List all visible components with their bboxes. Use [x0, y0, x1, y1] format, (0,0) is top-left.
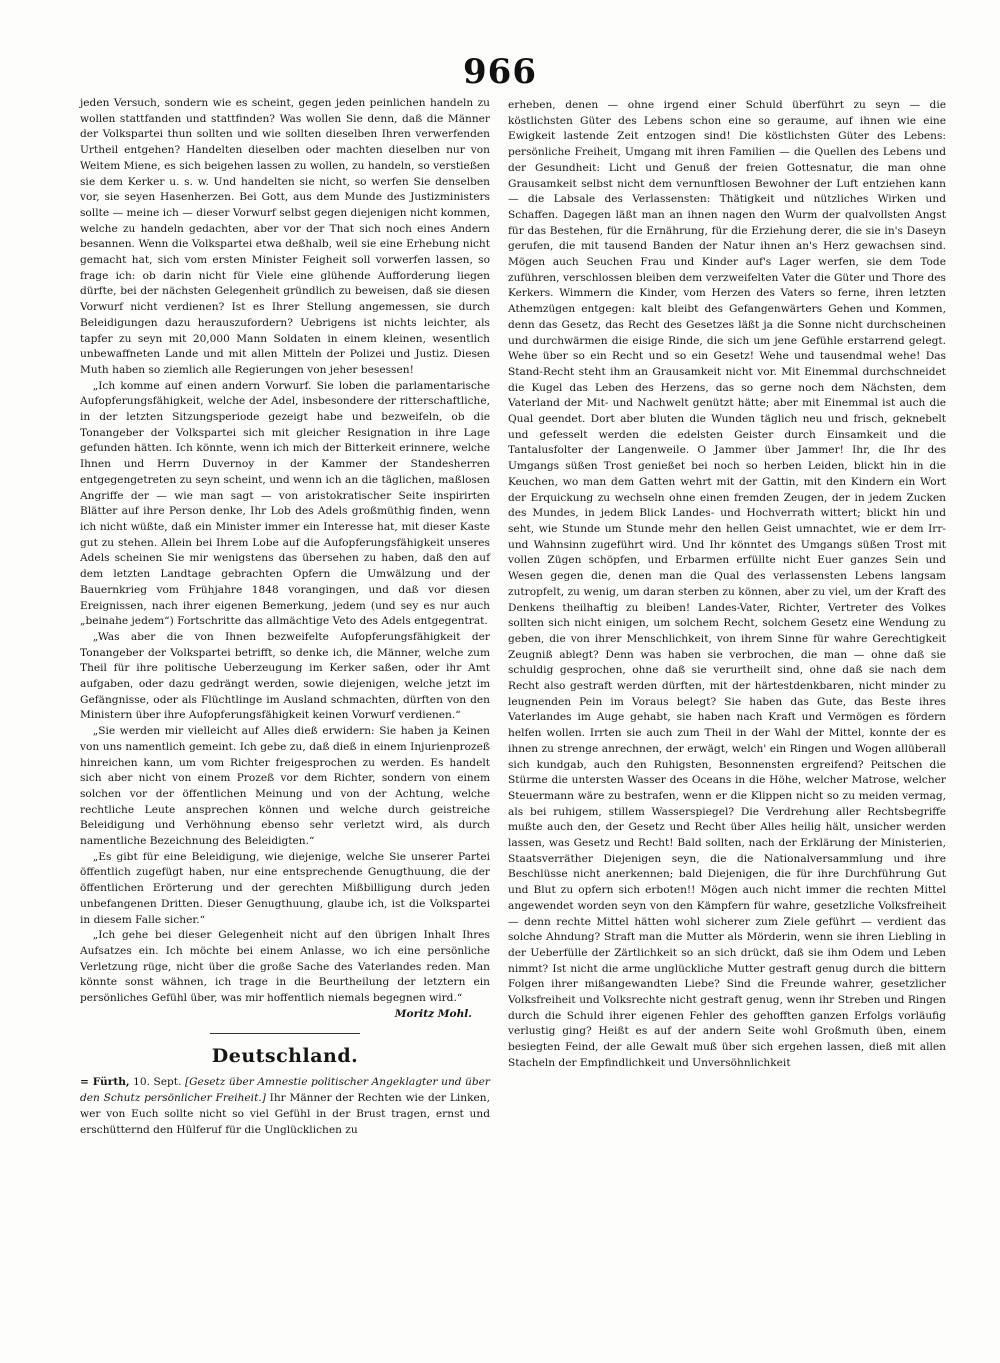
right-paragraph-1: erheben, denen — ohne irgend einer Schuld überführt zu seyn — die köstlichsten Güter des Lebens schon eine so geraume, auf ihnen wie eine Ewigkeit lastende Zeit entzogen sind! Die köstlichsten Güter des Lebens: persönliche Freiheit, Umgang mit ihren Familien — die Quellen des Lebens und der Gesundheit: Licht und Genuß der freien Gottesnatur, die man ohne Grausamkeit selbst nicht dem vernunftlosen Bewohner der Luft entziehen kann — die Labsale des Verlassensten: Thätigkeit und nützliches Wirken und Schaffen. Dagegen läßt man an ihnen nagen den Wurm der qualvollsten Angst für das Bestehen, für die Ernährung, für die Erziehung derer, die sie in's Daseyn gerufen, die mit tausend Banden der Natur ihnen an's Herz gewachsen sind. Mögen auch Seuchen Frau und Kinder auf's Lager werfen, sie dem Tode zuführen, verschlossen bleiben dem verzweifelten Vater die Güter und Thore des Kerkers. Wimmern die Kinder, vom Herzen des Vaters so ferne, ihren letzten Athemzügen entgegen: kalt bleibt des Gefangenwärters Gehen und Kommen, denn das Gesetz, das Recht des Gesetzes läßt ja die Sonne nicht durchscheinen und durchwärmen die eisige Rinde, die sich um jene Gefühle erstarrend gelegt. Wehe über so ein Recht und so ein Gesetz! Wehe und tausendmal wehe! Das Stand-Recht steht ihm an Grausamkeit nicht vor. Mit Einemmal durchschneidet die Kugel das Leben des Herzens, das so gerne noch dem Nächsten, dem Vaterland der Mit- und Nachwelt genützt hätte; aber mit Einemmal ist auch die Qual geendet. Dort aber bluten die Wunden täglich neu und frisch, geknebelt und gefesselt werden die edelsten Geister durch Einsamkeit und die Tantalusfolter der Langenweile. O Jammer über Jammer! Ihr, die Ihr des Umgangs süßen Trost genießet bei noch so herben Leiden, blickt hin in die Keuchen, wo man dem Gatten wehrt mit der Gattin, mit den Kindern ein Wort der Erquickung zu wechseln ohne einen fremden Zeugen, der in jedem Zucken des Mundes, in jedem Blick Landes- und Hochverrath wittert; blickt hin und seht, wie Stunde um Stunde mehr den hellen Geist umnachtet, wie er dem Irr- und Wahnsinn zugeführt wird. Und Ihr könntet des Umgangs süßen Trost mit vollen Zügen schöpfen, und Erbarmen erfüllte nicht Euer ganzes Sein und Wesen gegen die, denen man die Qual des verlassensten Lebens langsam zutropfelt, zu wenig, um daran sterben zu können, aber zu viel, um der Kraft des Denkens theilhaftig zu bleiben! Landes-Vater, Richter, Vertreter des Volkes sollten sich nicht einigen, um solchem Recht, solchem Gesetz eine Wendung zu geben, die von ihrer Menschlichkeit, von ihrem Sinne für wahre Gerechtigkeit Zeugniß ablegt? Denn was haben sie verbrochen, die man — ohne daß sie schuldig gesprochen, ohne daß sie verurtheilt sind, ohne daß sie nach dem Recht also gestraft werden dürften, mit der härtestdenkbaren, nicht minder zu leugnenden Pein im Voraus belegt? Sie haben das Gute, das Beste ihres Vaterlandes im Auge gehabt, sie haben nach Kraft und Vermögen es fördern helfen wollen. Irrten sie auch zum Theil in der Wahl der Mittel, konnte der es ihnen zu strenge anrechnen, der erwägt, welch' ein Ringen und Wogen allüberall sich kundgab, auch den Ruhigsten, Besonnensten ergreifend? Peitschen die Stürme die untersten Wasser des Oceans in die Höhe, welcher Matrose, welcher Steuermann wäre zu bestrafen, wenn er die Klippen nicht so zu meiden vermag, als bei ruhigem, stillem Wasserspiegel? Die Verdrehung aller Rechtsbegriffe mußte auch den, der Gesetz und Recht über Alles heilig hält, unsicher werden lassen, was Gesetz und Recht! Bald sollten, nach der Erklärung der Ministerien, Staatsverräther Diejenigen seyn, die die Nationalversammlung und ihre Beschlüsse nicht anerkennen; bald Diejenigen, die für ihre Durchführung Gut und Blut zu opfern sich erboten!! Mögen auch nicht immer die rechten Mittel angewendet worden seyn von den Kämpfern für wahre, gesetzliche Volksfreiheit — denn rechte Mittel hätten wohl sicherer zum Ziele geführt — verdient das solche Ahndung? Straft man die Mutter als Mörderin, wenn sie ihren Liebling in der Ueberfülle der Zärtlichkeit so an sich drückt, daß sie ihm Odem und Leben nimmt? Ist nicht die arme unglückliche Mutter gestraft genug durch die bittern Folgen ihrer mißangewandten Liebe? Sind die Freunde wahrer, gesetzlicher Volksfreiheit und Volksrechte nicht gestraft genug, wenn ihr Streben und Ringen durch die Schuld ihrer eigenen Fehler des gehofften ganzen Erfolgs vorläufig verlustig ging? Heißt es auf der andern Seite wohl Großmuth üben, einem besiegten Feind, der alle Gewalt muß über sich ergehen lassen, dieß mit allen Stacheln der Empfindlichkeit und Unversöhnlichkeit	[508, 99, 946, 1069]
right-column	[508, 98, 946, 1072]
left-paragraph-4: „Sie werden mir vielleicht auf Alles dieß erwidern: Sie haben ja Keinen von uns namentlich gemeint. Ich gebe zu, daß dieß in einem Injurienprozeß hinreichen kann, um vom Richter freigesprochen zu werden. Es handelt sich aber nicht von einem Prozeß vor dem Richter, sondern von einem solchen vor der öffentlichen Meinung und von der Achtung, welche rechtliche Leute ansprechen können und welche durch geistreiche Beleidigung und Verhöhnung ebenso sehr verletzt wird, als durch namentliche Bezeichnung des Beleidigten.“	[80, 725, 490, 848]
dateline-place: = Fürth,	[80, 1076, 130, 1089]
left-paragraph-1: jeden Versuch, sondern wie es scheint, gegen jeden peinlichen handeln zu wollen stattfanden und stattfinden? Was wollen Sie denn, daß die Männer der Volkspartei thun sollten und wie sollten dieselben Ihren verwerfenden Urtheil entgehen? Handelten dieselben oder machten dieselben nur von Weitem Miene, es sich beigehen lassen zu wollen, zu handeln, so verstießen sie dem Kerker u. s. w. Und handelten sie nicht, so werfen Sie denselben vor, sie seyen Hasenherzen. Bei Gott, aus dem Munde des Justizministers sollte — meine ich — dieser Vorwurf selbst gegen diejenigen nicht kommen, welche zu handeln gedachten, aber vor der That sich noch eines Andern besannen. Wenn die Volkspartei etwa deßhalb, weil sie eine Erhebung nicht gemacht hat, sich vom ersten Minister Feigheit soll vorwerfen lassen, so frage ich: ob darin nicht für Viele eine glühende Aufforderung liegen dürfte, bei der nächsten Gelegenheit gründlich zu beweisen, daß sie diesen Vorwurf nicht verdienen? Ist es Ihrer Stellung angemessen, sie durch Beleidigungen dazu herauszufordern? Uebrigens ist nichts leichter, als tapfer zu seyn mit 20,000 Mann Soldaten in einem kleinen, wesentlich unbewaffneten Lande und mit allen Mitteln der Polizei und Justiz. Diesen Muth haben so ziemlich alle Regierungen von jeher besessen!	[80, 97, 490, 376]
article-title: [Gesetz über Amnestie politischer Angeklagter und über den Schutz persönlicher Freiheit.]	[80, 1076, 490, 1105]
article-lead-text: Ihr Männer der Rechten wie der Linken, wer von Euch sollte nicht so viel Gefühl in der Brust tragen, ernst und erschütternd den Hülferuf für die Unglücklichen zu	[80, 1092, 490, 1136]
article-lead	[80, 1075, 490, 1138]
page-number: 966	[463, 52, 537, 92]
section-heading: Deutschland.	[211, 1045, 359, 1068]
left-paragraph-5: „Es gibt für eine Beleidigung, wie diejenige, welche Sie unserer Partei öffentlich zugefügt haben, nur eine entsprechende Genugthuung, die der öffentlichen Erörterung und der gerechten Mißbilligung durch jeden unbefangenen Dritten. Dieser Genugthuung, glaube ich, ist die Volkspartei in diesem Falle sicher.“	[80, 850, 490, 926]
left-paragraph-3: „Was aber die von Ihnen bezweifelte Aufopferungsfähigkeit der Tonangeber der Volkspartei betrifft, so denke ich, die Männer, welche zum Theil für ihre politische Ueberzeugung im Kerker saßen, oder ihr Amt aufgaben, oder dazu gedrängt werden, sowie diejenigen, welche jetzt im Gefängnisse, oder als Flüchtlinge im Ausland schmachten, dürften von den Ministern über ihre Aufopferungsfähigkeit keinen Vorwurf verdienen.“	[80, 630, 490, 722]
left-paragraph-2: „Ich komme auf einen andern Vorwurf. Sie loben die parlamentarische Aufopferungsfähigkeit, welche der Adel, insbesondere der ritterschaftliche, in der letzten Sitzungsperiode gezeigt habe und bezweifeln, ob die Tonangeber der Volkspartei sich mit gleicher Resignation in ihre Lage gefunden hätten. Ich könnte, wenn ich mich der Bitterkeit erinnere, welche Ihnen und Herrn Duvernoy in der Kammer der Standesherren entgegengetreten zu seyn scheint, und wenn ich an die täglichen, maßlosen Angriffe der — wie man sagt — von aristokratischer Seite inspirirten Blätter auf ihre Person denke, Ihr Lob des Adels großmüthig finden, wenn ich nicht wüßte, daß ein Minister immer ein Interesse hat, mit dieser Kaste gut zu stehen. Allein bei Ihrem Lobe auf die Aufopferungsfähigkeit unseres Adels scheinen Sie mir wenigstens das übersehen zu haben, daß den auf dem letzten Landtage gebrachten Opfern die Umwälzung und der Bauernkrieg vom Frühjahre 1848 vorangingen, und daß vor diesen Ereignissen, nach ihrer eigenen Bemerkung, jedem (und sey es nur auch „beinahe jedem“) Fortschritte das allmächtige Veto des Adels entgegentrat.	[80, 379, 490, 628]
left-column	[80, 96, 490, 1138]
section-divider	[210, 1033, 360, 1034]
left-paragraph-6: „Ich gehe bei dieser Gelegenheit nicht auf den übrigen Inhalt Ihres Aufsatzes ein. Ich möchte bei einem Anlasse, wo ich eine persönliche Verletzung rüge, nicht über die große Sache des Vaterlandes reden. Man könnte sonst wähnen, ich trage in die Beurtheilung der letztern ein persönliches Gefühl über, was mir hoffentlich niemals begegnen wird.“	[80, 929, 490, 1005]
author-signature: Moritz Mohl.	[394, 1007, 472, 1020]
dateline-date: 10. Sept.	[133, 1076, 182, 1089]
